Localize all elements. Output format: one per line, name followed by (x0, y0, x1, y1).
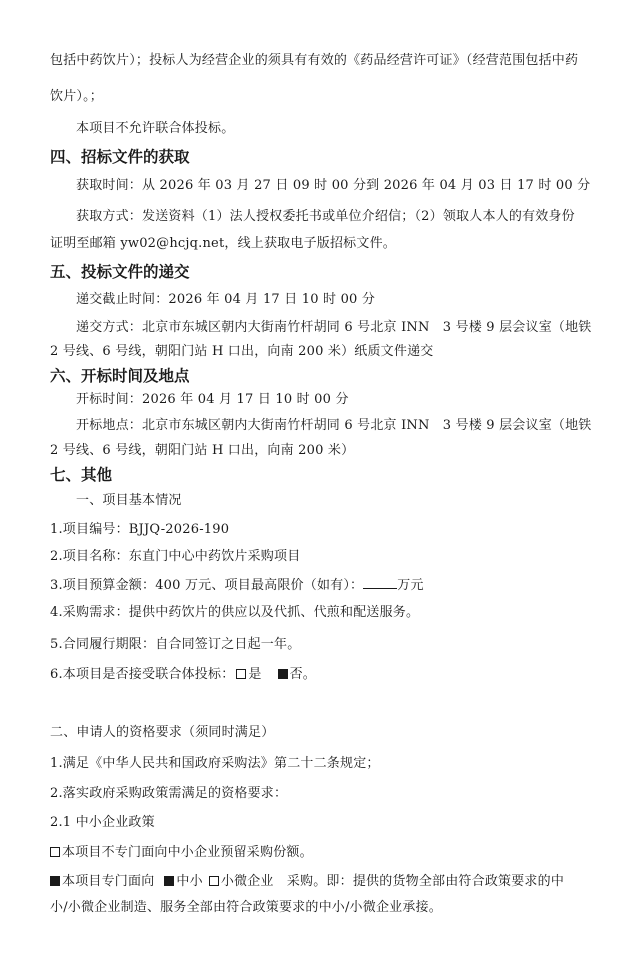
blank-underline (363, 577, 397, 589)
list-item: 2.1 中小企业政策 (50, 815, 155, 830)
text-line: 开标时间：2026 年 04 月 17 日 10 时 00 分 (76, 392, 349, 407)
section-heading: 六、开标时间及地点 (50, 367, 190, 385)
subheading: 一、项目基本情况 (76, 493, 182, 508)
budget-text: 3.项目预算金额：400 万元、项目最高限价（如有）： (50, 578, 364, 593)
text-line: 证明至邮箱 yw02@hcjq.net，线上获取电子版招标文件。 (50, 236, 396, 251)
section-heading: 四、招标文件的获取 (50, 148, 190, 166)
option-text: 中小 (176, 874, 203, 889)
text-line: 包括中药饮片）；投标人为经营企业的须具有有效的《药品经营许可证》（经营范围包括中药 (50, 53, 579, 68)
list-item (50, 667, 316, 683)
option-text: 本项目不专门面向中小企业预留采购份额。 (62, 845, 313, 860)
option-text: 本项目专门面向 (62, 874, 155, 889)
list-item (50, 577, 424, 594)
text-line: 递交方式：北京市东城区朝内大街南竹杆胡同 6 号北京 INN 3 号楼 9 层会议室（地铁 (76, 320, 592, 335)
checkbox-unchecked-icon (50, 847, 60, 857)
list-item: 2.落实政府采购政策需满足的资格要求： (50, 786, 288, 801)
list-item: 5.合同履行期限：自合同签订之日起一年。 (50, 637, 301, 652)
list-item: 1.项目编号：BJJQ-2026-190 (50, 522, 230, 537)
text-line: 小/小微企业制造、服务全部由符合政策要求的中小/小微企业承接。 (50, 900, 442, 915)
option-text: 小微企业 采购。即：提供的货物全部由符合政策要求的中 (220, 874, 565, 889)
list-item: 1.满足《中华人民共和国政府采购法》第二十二条规定； (50, 756, 380, 771)
checkbox-unchecked-icon (209, 876, 219, 886)
subheading: 二、申请人的资格要求（须同时满足） (50, 725, 275, 740)
text-line: 2 号线、6 号线，朝阳门站 H 口出，向南 200 米） (50, 443, 355, 458)
option-line (50, 845, 313, 861)
consortium-question: 6.本项目是否接受联合体投标： (50, 667, 235, 682)
text-line: 本项目不允许联合体投标。 (76, 121, 235, 136)
section-heading: 七、其他 (50, 466, 113, 484)
section-heading: 五、投标文件的递交 (50, 263, 190, 281)
list-item: 4.采购需求：提供中药饮片的供应以及代抓、代煎和配送服务。 (50, 605, 420, 620)
option-line (50, 874, 564, 890)
text-line: 获取方式：发送资料（1）法人授权委托书或单位介绍信；（2）领取人本人的有效身份 (76, 209, 575, 224)
checkbox-checked-icon (278, 669, 288, 679)
checkbox-checked-icon (164, 876, 174, 886)
checkbox-checked-icon (50, 876, 60, 886)
option-yes: 是 (248, 667, 262, 682)
option-no: 否。 (289, 667, 317, 682)
text-line: 递交截止时间：2026 年 04 月 17 日 10 时 00 分 (76, 292, 376, 307)
list-item: 2.项目名称：东直门中心中药饮片采购项目 (50, 549, 301, 564)
checkbox-unchecked-icon (236, 669, 246, 679)
text-line: 开标地点：北京市东城区朝内大街南竹杆胡同 6 号北京 INN 3 号楼 9 层会议室（地铁 (76, 418, 592, 433)
text-line: 饮片）。； (50, 89, 104, 104)
text-line: 2 号线、6 号线，朝阳门站 H 口出，向南 200 米）纸质文件递交 (50, 344, 434, 359)
text-line: 获取时间：从 2026 年 03 月 27 日 09 时 00 分到 2026 年 04 月 03 日 17 时 00 分 (76, 178, 591, 193)
unit-text: 万元 (397, 578, 424, 593)
